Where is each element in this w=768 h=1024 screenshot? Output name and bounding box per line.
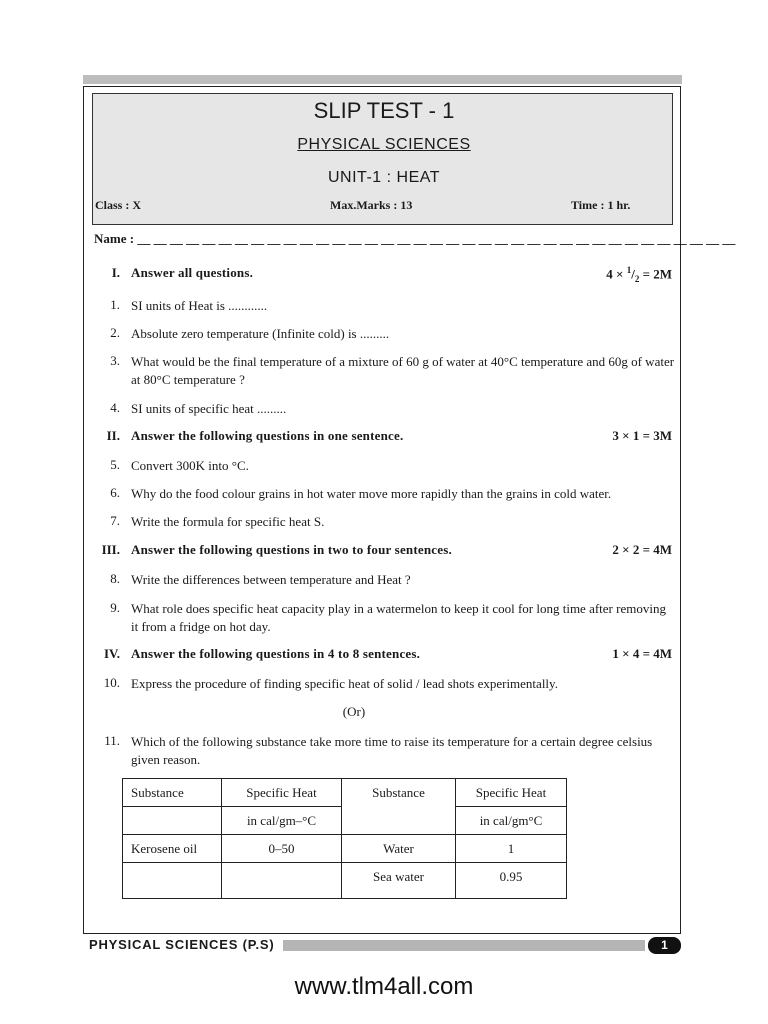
- question-text: Write the formula for specific heat S.: [131, 514, 325, 529]
- question-number: 8.: [110, 571, 120, 586]
- section-number: IV.: [103, 646, 120, 661]
- section-number: III.: [101, 542, 120, 557]
- section-number: I.: [111, 265, 120, 280]
- table-cell: Water: [342, 835, 456, 863]
- section-marks: 2 × 2 = 4M: [612, 542, 672, 557]
- question-text: Why do the food colour grains in hot water move more rapidly than the grains in cold water.: [131, 486, 612, 501]
- question-text: What role does specific heat capacity play in a watermelon to keep it cool for long time after removing it from a fridge on hot day.: [131, 601, 666, 634]
- class-label: Class : X: [95, 198, 142, 212]
- specific-heat-table: [122, 778, 567, 899]
- section-instruction: Answer all questions.: [131, 265, 254, 280]
- name-line: Name : __ __ __ __ __ __ __ __ __ __ __ __ __ __ __ __ __ __ __ __ __ __ __ __ __ __ __ __ __ __ __ __ __ __ __ __ __: [94, 231, 736, 246]
- website-link[interactable]: www.tlm4all.com: [294, 973, 474, 1000]
- question-text: What would be the final temperature of a mixture of 60 g of water at 40°C temperature and 60g of water at 80°C temperature ?: [131, 354, 675, 387]
- question-text: Express the procedure of finding specific heat of solid / lead shots experimentally.: [131, 676, 558, 691]
- page-number-badge: 1: [648, 937, 681, 954]
- section-instruction: Answer the following questions in 4 to 8 sentences.: [131, 646, 421, 661]
- table-cell: [123, 863, 222, 899]
- question-text: Absolute zero temperature (Infinite cold) is .........: [131, 326, 390, 341]
- question-number: 2.: [110, 325, 120, 340]
- question-number: 6.: [110, 485, 120, 500]
- question-text: Write the differences between temperature and Heat ?: [131, 572, 411, 587]
- or-separator: (Or): [342, 704, 366, 719]
- section-marks: $4 \times ^1/_2 = 2M$: [606, 265, 672, 284]
- table-cell: Kerosene oil: [123, 835, 222, 863]
- table-cell: [123, 807, 222, 835]
- question-number: 3.: [110, 353, 120, 368]
- table-cell: Sea water: [342, 863, 456, 899]
- table-header: Specific Heat: [222, 779, 342, 807]
- table-header: Substance: [123, 779, 222, 807]
- question-number: 9.: [110, 600, 120, 615]
- footer-rule: [283, 940, 645, 951]
- section-number: II.: [106, 428, 120, 443]
- question-text: SI units of specific heat .........: [131, 401, 287, 416]
- table-cell: [222, 863, 342, 899]
- question-number: 4.: [110, 400, 120, 415]
- table-unit: in cal/gm°C: [456, 807, 567, 835]
- question-number: 11.: [104, 733, 120, 748]
- question-text: Which of the following substance take more time to raise its temperature for a certain degree celsius given reason.: [131, 734, 653, 767]
- table-cell: [342, 807, 456, 835]
- section-instruction: Answer the following questions in one sentence.: [131, 428, 404, 443]
- question-number: 5.: [110, 457, 120, 472]
- top-rule: [83, 75, 682, 84]
- footer-subject-label: PHYSICAL SCIENCES (P.S): [89, 937, 275, 952]
- question-number: 10.: [103, 675, 120, 690]
- max-marks-label: Max.Marks : 13: [330, 198, 413, 212]
- question-text: Convert 300K into °C.: [131, 458, 249, 473]
- test-title: SLIP TEST - 1: [313, 98, 455, 123]
- question-text: SI units of Heat is ............: [131, 298, 268, 313]
- question-number: 1.: [110, 297, 120, 312]
- section-marks: 3 × 1 = 3M: [612, 428, 672, 443]
- time-label: Time : 1 hr.: [571, 198, 631, 212]
- table-unit: in cal/gm–°C: [222, 807, 342, 835]
- unit-title: UNIT-1 : HEAT: [328, 169, 440, 186]
- table-cell: 1: [456, 835, 567, 863]
- table-cell: 0.95: [456, 863, 567, 899]
- section-marks: 1 × 4 = 4M: [612, 646, 672, 661]
- question-number: 7.: [110, 513, 120, 528]
- table-header: Substance: [342, 779, 456, 807]
- table-header: Specific Heat: [456, 779, 567, 807]
- section-instruction: Answer the following questions in two to four sentences.: [131, 542, 452, 557]
- table-cell: 0–50: [222, 835, 342, 863]
- subject-title: PHYSICAL SCIENCES: [297, 136, 471, 153]
